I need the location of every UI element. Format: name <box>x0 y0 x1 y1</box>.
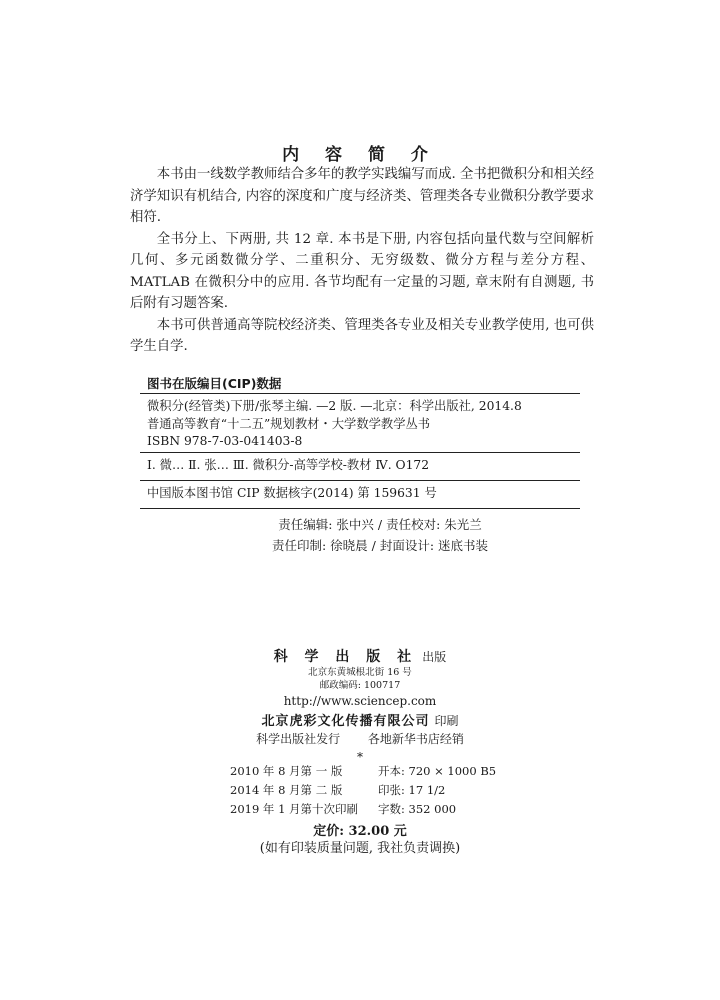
publisher-url: http://www.sciencep.com <box>283 694 437 708</box>
spec-edition-2: 2014 年 8 月第 二 版 <box>230 783 343 797</box>
edition-specs <box>230 762 530 819</box>
spec-row <box>230 762 530 781</box>
credits-editor-line: 责任编辑: 张中兴 / 责任校对: 朱光兰 <box>278 517 482 532</box>
separator-star: * <box>357 750 363 764</box>
spec-sheets: 印张: 17 1/2 <box>378 783 446 797</box>
printer-suffix: 印刷 <box>434 714 459 728</box>
intro-title: 内 容 简 介 <box>282 145 438 165</box>
cip-heading: 图书在版编目(CIP)数据 <box>147 376 282 391</box>
distributor: 科学出版社发行 <box>256 732 341 746</box>
credits-print-line: 责任印制: 徐晓晨 / 封面设计: 迷底书装 <box>271 538 489 553</box>
spec-word-count: 字数: 352 000 <box>378 802 457 816</box>
price: 定价: 32.00 元 <box>313 824 407 839</box>
spec-printing: 2019 年 1 月第十次印刷 <box>230 802 359 816</box>
intro-text <box>130 164 594 358</box>
spec-row <box>230 800 530 819</box>
cip-block <box>147 398 587 451</box>
cip-rule-2 <box>140 452 580 453</box>
publisher-address: 北京东黄城根北街 16 号 <box>308 667 412 678</box>
printer-name: 北京虎彩文化传播有限公司 <box>261 714 430 729</box>
cip-top-rule <box>140 393 580 394</box>
spec-row <box>230 781 530 800</box>
publisher-name: 科 学 出 版 社 <box>273 649 418 665</box>
publisher-name-suffix: 出版 <box>422 650 447 664</box>
intro-paragraph-3: 本书可供普通高等院校经济类、管理类各专业及相关专业教学使用, 也可供学生自学. <box>130 317 594 354</box>
cip-rule-3 <box>140 480 580 481</box>
intro-paragraph-2: 全书分上、下两册, 共 12 章. 本书是下册, 内容包括向量代数与空间解析几何、多元函数微分学、二重积分、无穷级数、微分方程与差分方程、MATLAB 在微积分中的应用. 各节均配有一定量的习题, 章末附有自测题, 书后附有习题答案. <box>130 231 594 311</box>
publisher-postcode: 邮政编码: 100717 <box>319 680 401 691</box>
credits <box>180 514 580 556</box>
price-block <box>0 820 720 859</box>
spec-format: 开本: 720 × 1000 B5 <box>378 764 497 778</box>
cip-line-series: 普通高等教育“十二五”规划教材・大学数学教学丛书 <box>147 416 431 431</box>
cip-line-title: 微积分(经管类)下册/张琴主编. —2 版. —北京：科学出版社, 2014.8 <box>147 399 522 413</box>
quality-notice: (如有印装质量问题, 我社负责调换) <box>259 841 461 856</box>
spec-edition-1: 2010 年 8 月第 一 版 <box>230 764 343 778</box>
cip-number: 中国版本图书馆 CIP 数据核字(2014) 第 159631 号 <box>147 486 437 500</box>
printer-block <box>0 710 720 766</box>
intro-paragraph-1: 本书由一线数学教师结合多年的教学实践编写而成. 全书把微积分和相关经济学知识有机结合, 内容的深度和广度与经济类、管理类各专业微积分教学要求相符. <box>130 167 594 225</box>
publisher-block <box>0 646 720 710</box>
cip-bottom-rule <box>140 508 580 509</box>
cip-line-isbn: ISBN 978-7-03-041403-8 <box>147 434 303 448</box>
cip-classification: I. 微… Ⅱ. 张… Ⅲ. 微积分-高等学校-教材 Ⅳ. O172 <box>147 458 430 472</box>
retailer: 各地新华书店经销 <box>367 732 464 746</box>
